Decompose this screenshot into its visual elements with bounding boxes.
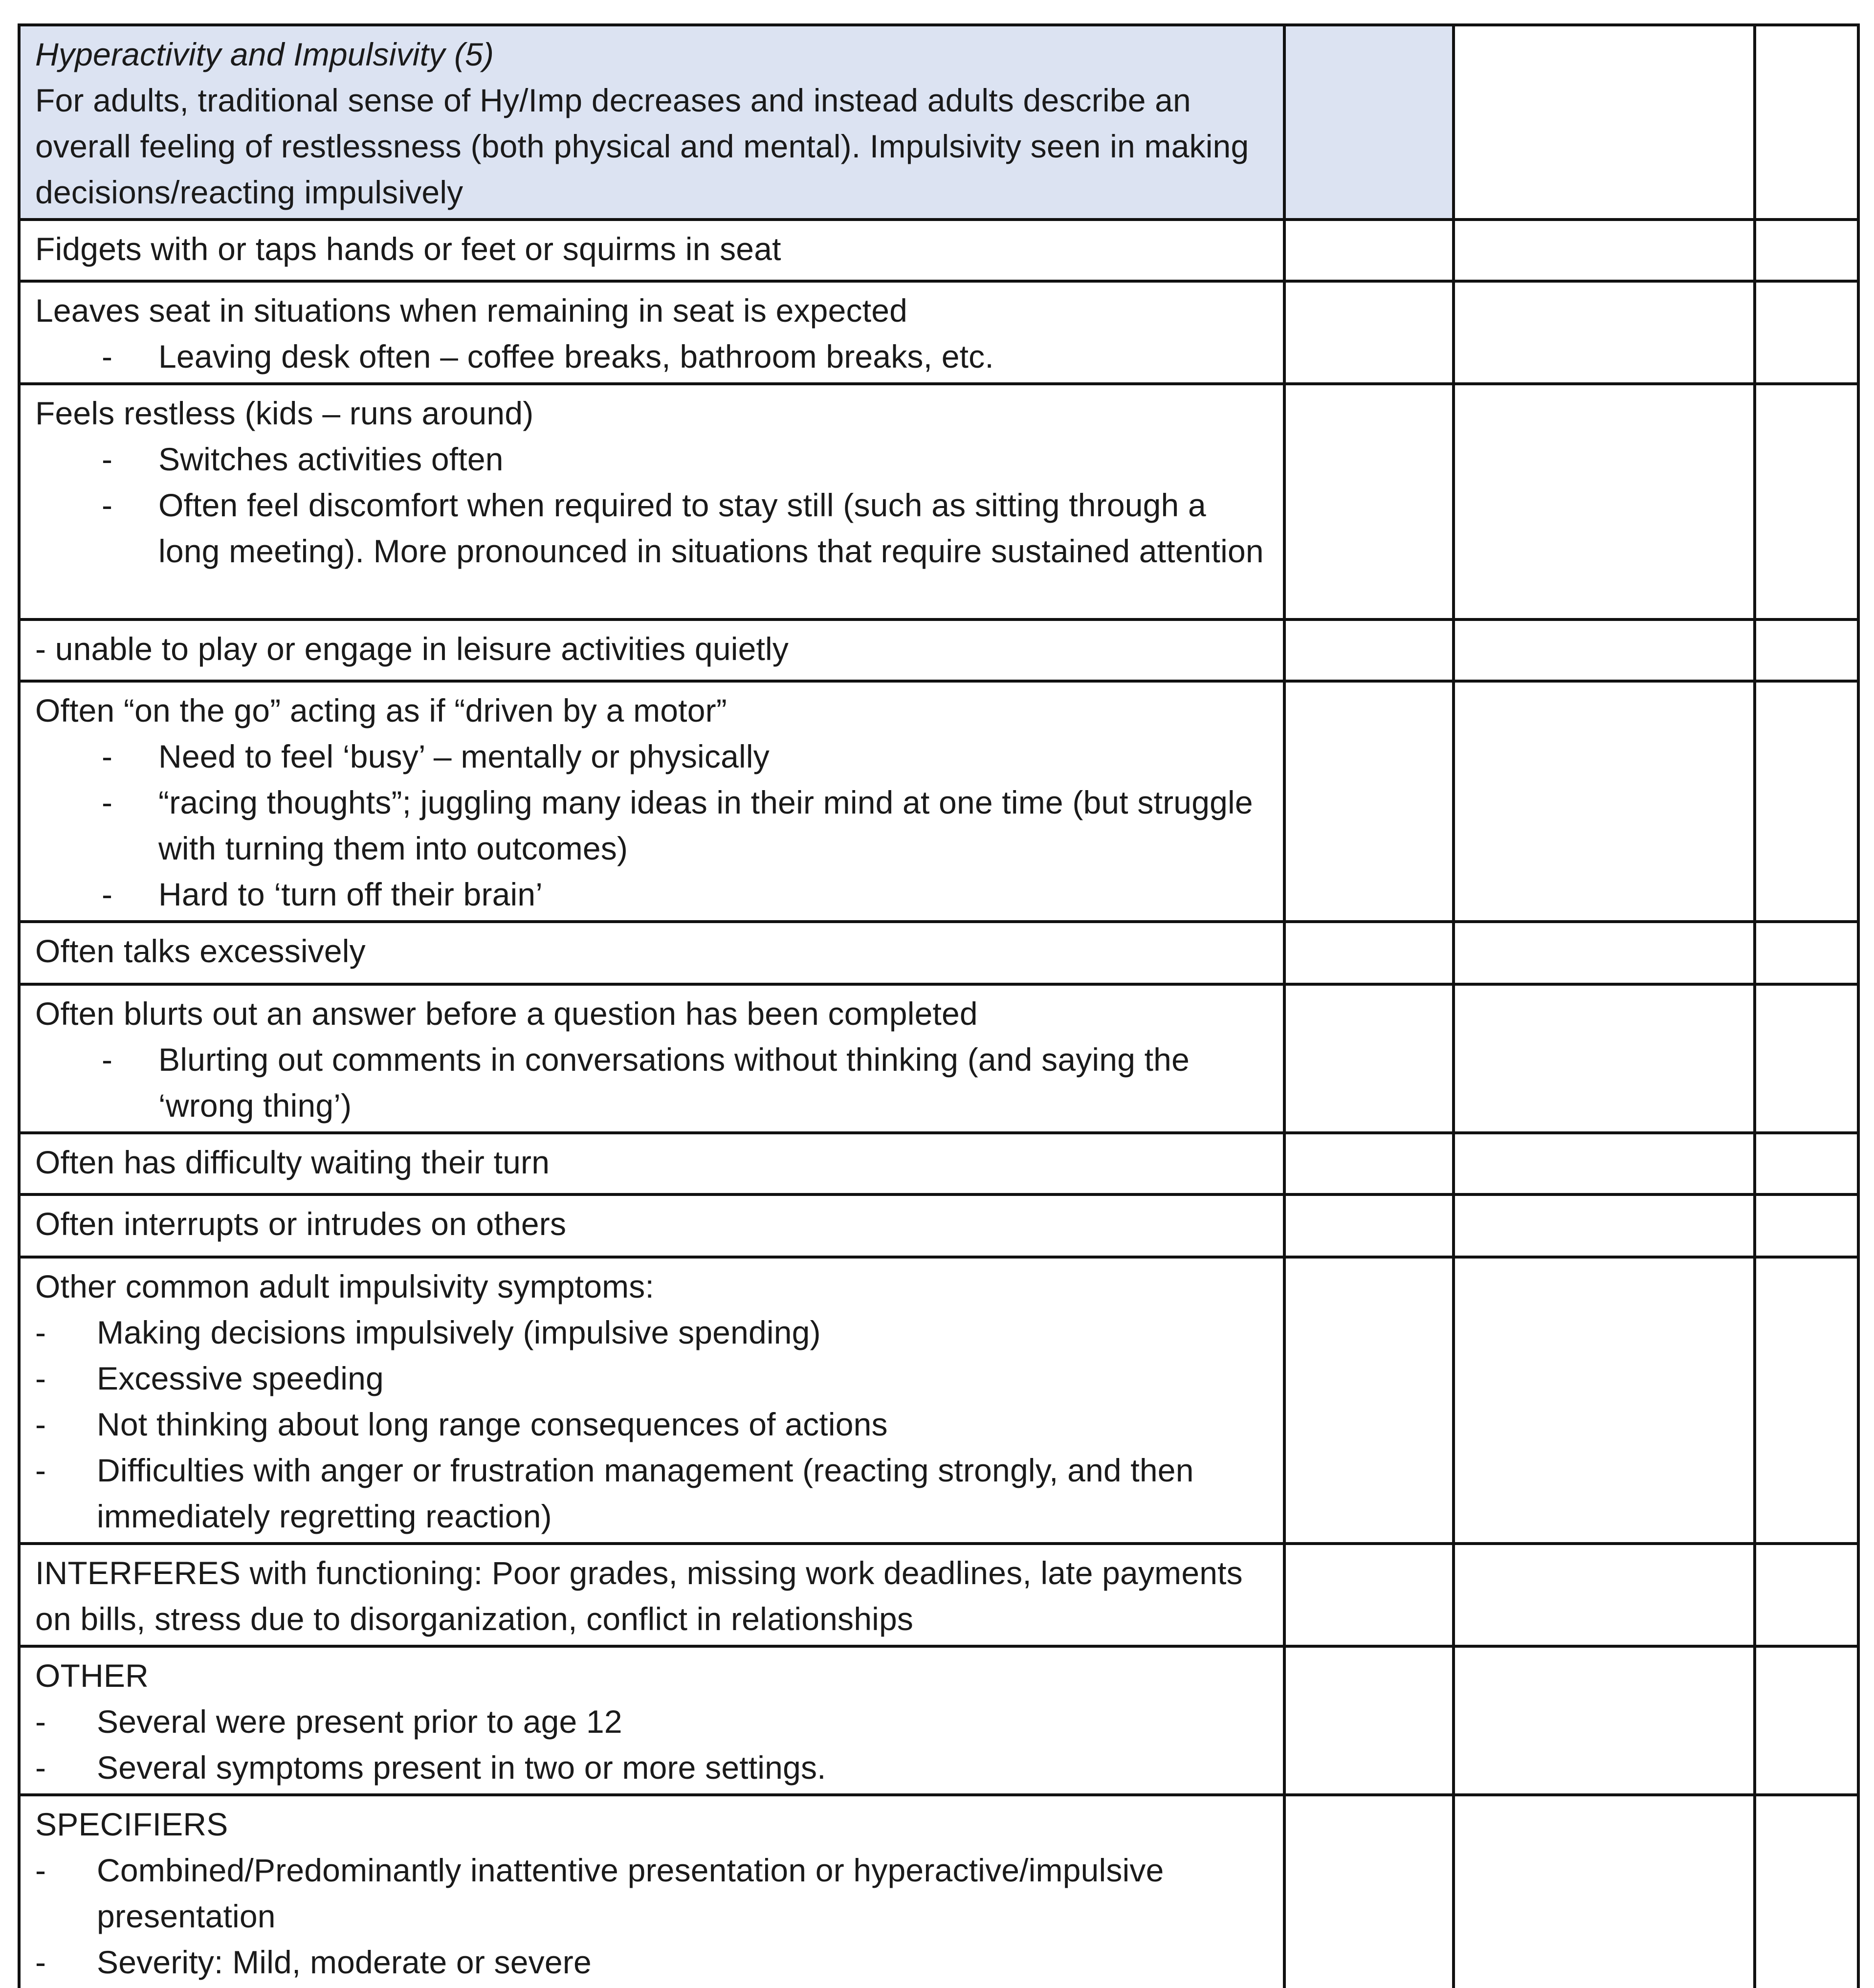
symptom-cell: [19, 619, 1284, 681]
symptom-cell: [19, 1646, 1284, 1795]
rating-cell-2[interactable]: [1454, 1795, 1755, 1988]
rating-cell-3[interactable]: [1755, 922, 1858, 984]
symptom-cell: [19, 220, 1284, 281]
bullet-text: Need to feel ‘busy’ – mentally or physically: [158, 738, 770, 774]
rating-cell-2[interactable]: [1454, 25, 1755, 220]
bullet-text: Not thinking about long range consequences of actions: [97, 1406, 888, 1442]
bullet-text: Several symptoms present in two or more settings.: [97, 1749, 826, 1786]
bullet-text: Blurting out comments in conversations without thinking (and saying the ‘wrong thing’): [158, 1041, 1190, 1124]
rating-cell-3[interactable]: [1755, 619, 1858, 681]
table-row: [19, 619, 1858, 681]
rating-cell-2[interactable]: [1454, 384, 1755, 619]
bullet-dash: -: [35, 1852, 46, 1888]
symptom-bullet: [35, 1447, 1268, 1539]
symptom-text: Often interrupts or intrudes on others: [35, 1206, 567, 1242]
table-row: [19, 281, 1858, 384]
rating-cell-3[interactable]: [1755, 281, 1858, 384]
bullet-text: Excessive speeding: [97, 1360, 384, 1396]
rating-cell-3[interactable]: [1755, 1646, 1858, 1795]
rating-cell-2[interactable]: [1454, 281, 1755, 384]
rating-cell-1[interactable]: [1284, 220, 1454, 281]
symptom-bullet: [35, 1745, 1268, 1790]
bullet-text: Often feel discomfort when required to stay still (such as sitting through a long meeting). More pronounced in situations that require sustained attention: [158, 487, 1264, 569]
bullet-dash: -: [102, 876, 113, 912]
symptom-cell: [19, 984, 1284, 1133]
symptom-cell: [19, 1194, 1284, 1257]
symptom-text: Often has difficulty waiting their turn: [35, 1144, 550, 1180]
table-row: [19, 1646, 1858, 1795]
symptom-bullet: [35, 1847, 1268, 1939]
rating-cell-1[interactable]: [1284, 922, 1454, 984]
bullet-text: Hard to ‘turn off their brain’: [158, 876, 543, 912]
symptom-text: INTERFERES with functioning: Poor grades, missing work deadlines, late payments on bills, stress due to disorganization, conflict in relationships: [35, 1555, 1243, 1637]
rating-cell-2[interactable]: [1454, 922, 1755, 984]
symptom-cell: [19, 281, 1284, 384]
bullet-dash: -: [35, 1360, 46, 1396]
symptom-cell: [19, 681, 1284, 922]
bullet-text: Severity: Mild, moderate or severe: [97, 1944, 592, 1980]
rating-cell-1[interactable]: [1284, 1133, 1454, 1194]
symptom-cell: [19, 1257, 1284, 1544]
bullet-dash: -: [35, 1749, 46, 1786]
symptom-text: OTHER: [35, 1657, 149, 1694]
table-row: [19, 384, 1858, 619]
table-row: [19, 1257, 1858, 1544]
section-header-row: [19, 25, 1858, 220]
bullet-text: Making decisions impulsively (impulsive spending): [97, 1314, 821, 1350]
table-row: [19, 1133, 1858, 1194]
rating-cell-1[interactable]: [1284, 984, 1454, 1133]
rating-cell-2[interactable]: [1454, 1257, 1755, 1544]
rating-cell-2[interactable]: [1454, 1646, 1755, 1795]
rating-cell-3[interactable]: [1755, 220, 1858, 281]
rating-cell-2[interactable]: [1454, 1133, 1755, 1194]
symptom-text: SPECIFIERS: [35, 1806, 228, 1842]
rating-cell-2[interactable]: [1454, 1544, 1755, 1646]
rating-cell-3[interactable]: [1755, 384, 1858, 619]
bullet-text: Several were present prior to age 12: [97, 1703, 622, 1740]
rating-cell-2[interactable]: [1454, 681, 1755, 922]
bullet-dash: -: [35, 1314, 46, 1350]
rating-cell-3[interactable]: [1755, 1795, 1858, 1988]
bullet-text: Combined/Predominantly inattentive presentation or hyperactive/impulsive presentation: [97, 1852, 1164, 1934]
symptom-bullet: [35, 1309, 1268, 1355]
symptom-bullet: [35, 1401, 1268, 1447]
symptom-bullet: [35, 1355, 1268, 1401]
symptom-bullet: [35, 733, 1268, 779]
rating-cell-3[interactable]: [1755, 984, 1858, 1133]
symptom-cell: [19, 1133, 1284, 1194]
symptom-text: Often “on the go” acting as if “driven by a motor”: [35, 692, 727, 729]
rating-cell-3[interactable]: [1755, 1257, 1858, 1544]
section-title: Hyperactivity and Impulsivity (5): [35, 36, 494, 72]
symptom-bullet: [35, 871, 1268, 917]
bullet-dash: -: [35, 1452, 46, 1488]
rating-cell-3[interactable]: [1755, 1544, 1858, 1646]
table-row: [19, 220, 1858, 281]
table-row: [19, 1795, 1858, 1988]
table-row: [19, 681, 1858, 922]
rating-cell-1[interactable]: [1284, 1646, 1454, 1795]
table-row: [19, 1194, 1858, 1257]
symptom-bullet: [35, 436, 1268, 482]
bullet-text: Leaving desk often – coffee breaks, bathroom breaks, etc.: [158, 338, 994, 375]
table-row: [19, 922, 1858, 984]
section-description: For adults, traditional sense of Hy/Imp decreases and instead adults describe an overall feeling of restlessness (both physical and mental). Impulsivity seen in making decisions/reacting impulsively: [35, 82, 1249, 210]
bullet-dash: -: [102, 338, 113, 375]
bullet-dash: -: [102, 1041, 113, 1078]
symptom-text: Leaves seat in situations when remaining in seat is expected: [35, 292, 908, 329]
table-row: [19, 984, 1858, 1133]
rating-cell-1[interactable]: [1284, 384, 1454, 619]
bullet-dash: -: [35, 1406, 46, 1442]
rating-cell-2[interactable]: [1454, 619, 1755, 681]
bullet-dash: -: [35, 1703, 46, 1740]
symptom-bullet: [35, 779, 1268, 871]
rating-cell-3[interactable]: [1755, 1133, 1858, 1194]
symptom-cell: [19, 1544, 1284, 1646]
symptom-bullet: [35, 333, 1268, 379]
rating-cell-3[interactable]: [1755, 1194, 1858, 1257]
symptom-text: Feels restless (kids – runs around): [35, 395, 534, 431]
section-header-cell: [19, 25, 1284, 220]
rating-cell-1[interactable]: [1284, 681, 1454, 922]
rating-cell-2[interactable]: [1454, 1194, 1755, 1257]
symptom-text: - unable to play or engage in leisure activities quietly: [35, 631, 789, 667]
rating-cell-1[interactable]: [1284, 25, 1454, 220]
symptom-text: Other common adult impulsivity symptoms:: [35, 1268, 655, 1304]
rating-cell-1[interactable]: [1284, 1257, 1454, 1544]
rating-cell-3[interactable]: [1755, 25, 1858, 220]
bullet-dash: -: [102, 738, 113, 774]
bullet-dash: -: [102, 784, 113, 820]
rating-cell-1[interactable]: [1284, 619, 1454, 681]
bullet-text: Switches activities often: [158, 441, 504, 477]
symptom-cell: [19, 384, 1284, 619]
symptom-text: Often talks excessively: [35, 933, 366, 969]
bullet-text: Difficulties with anger or frustration management (reacting strongly, and then immediately regretting reaction): [97, 1452, 1194, 1534]
symptom-bullet: [35, 1037, 1268, 1128]
rating-cell-2[interactable]: [1454, 984, 1755, 1133]
symptom-text: Often blurts out an answer before a question has been completed: [35, 995, 978, 1032]
symptom-cell: [19, 922, 1284, 984]
table-row: [19, 1544, 1858, 1646]
symptom-cell: [19, 1795, 1284, 1988]
rating-cell-2[interactable]: [1454, 220, 1755, 281]
symptom-bullet: [35, 1699, 1268, 1745]
bullet-dash: -: [102, 441, 113, 477]
symptom-bullet: [35, 1939, 1268, 1985]
symptom-text: Fidgets with or taps hands or feet or squirms in seat: [35, 231, 781, 267]
bullet-dash: -: [102, 487, 113, 523]
rating-cell-1[interactable]: [1284, 281, 1454, 384]
rating-cell-1[interactable]: [1284, 1795, 1454, 1988]
rating-cell-1[interactable]: [1284, 1194, 1454, 1257]
bullet-text: “racing thoughts”; juggling many ideas in their mind at one time (but struggle with turning them into outcomes): [158, 784, 1253, 866]
symptom-bullet: [35, 482, 1268, 574]
rating-cell-3[interactable]: [1755, 681, 1858, 922]
rating-cell-1[interactable]: [1284, 1544, 1454, 1646]
bullet-dash: -: [35, 1944, 46, 1980]
symptom-checklist-table: [18, 23, 1860, 1988]
